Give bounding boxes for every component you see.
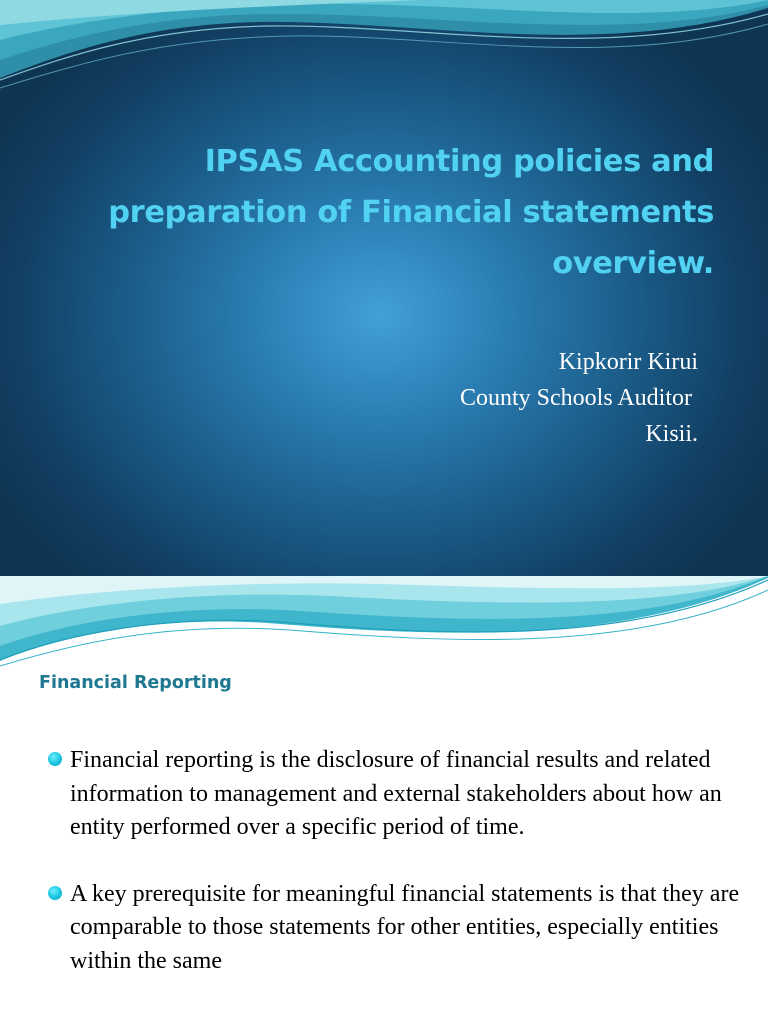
bullet-text: Financial reporting is the disclosure of financial results and related information to management and external stakeholders about how an entity performed over a specific period of time. [70, 747, 722, 840]
content-slide [0, 576, 768, 1024]
bullet-dot-icon [48, 752, 62, 766]
bullet-list [48, 744, 748, 1011]
top-wave-decoration [0, 576, 768, 671]
title-line: overview. [552, 246, 714, 281]
bullet-item [48, 878, 748, 979]
bullet-dot-icon [48, 886, 62, 900]
title-line: IPSAS Accounting policies and [204, 144, 714, 179]
bullet-item [48, 744, 748, 845]
slide-subtitle [198, 344, 698, 452]
slide-heading: Financial Reporting [39, 673, 232, 693]
title-line: preparation of Financial statements [108, 195, 714, 230]
top-wave-decoration [0, 0, 768, 100]
bullet-text: A key prerequisite for meaningful financial statements is that they are comparable to those statements for other entities, especially entities within the same [70, 880, 740, 974]
author-location: Kisii. [645, 421, 698, 447]
author-role: County Schools Auditor [459, 385, 698, 411]
author-name: Kipkorir Kirui [558, 349, 698, 375]
slide-title [34, 136, 714, 289]
